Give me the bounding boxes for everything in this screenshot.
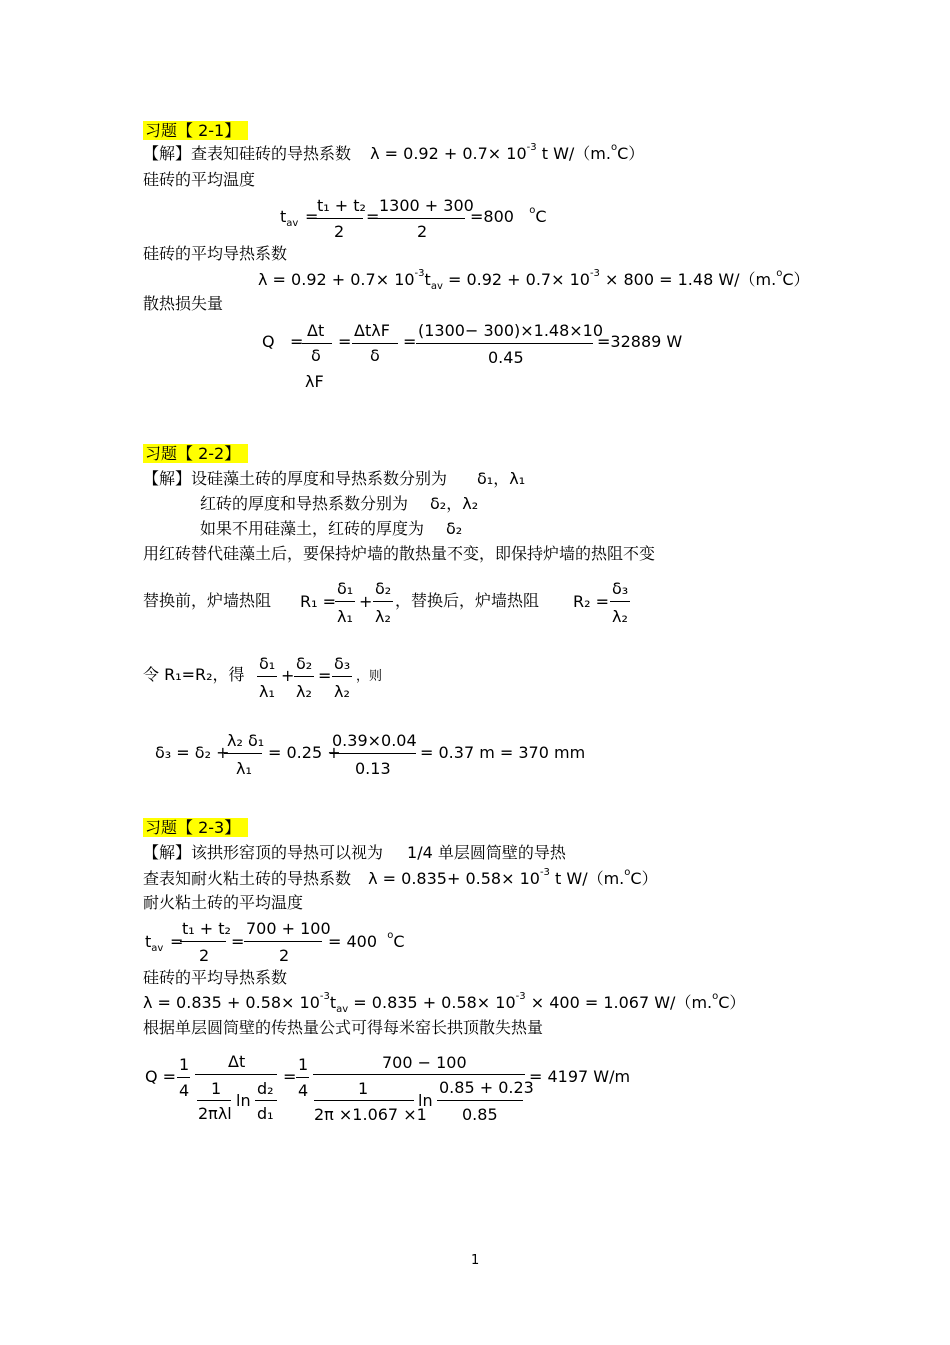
lambda-calc-line: $\lambda = 0.92 + 0.7\times 10^{-3}t_{av} = 0.92 + 0.7\times 10^{-3} \times 800 = 1.48$ W/（m.$^o$C） bbox=[258, 267, 810, 293]
no-diatomite-line: 如果不用硅藻土，红砖的厚度为 δ₂ bbox=[200, 519, 463, 538]
fraction-bar bbox=[255, 1100, 277, 1101]
solution-line: 【解】该拱形窑顶的导热可以视为 1/4 单层圆筒壁的导热 bbox=[143, 843, 566, 862]
tav-symbol: $t_{av}$ bbox=[145, 932, 164, 955]
four: 4 bbox=[298, 1081, 309, 1100]
delta1: δ₁ bbox=[259, 654, 276, 673]
avg-temp-label: 硅砖的平均温度 bbox=[143, 170, 256, 189]
after-label: ，替换后，炉墙热阻 bbox=[395, 591, 540, 610]
equals: = bbox=[318, 666, 332, 685]
heat-formula-label: 根据单层圆筒壁的传热量公式可得每米窑长拱顶散失热量 bbox=[143, 1018, 544, 1037]
fraction-bar bbox=[244, 941, 322, 942]
fraction-bar bbox=[315, 218, 363, 219]
solution-line: 【解】设硅藻土砖的厚度和导热系数分别为 δ₁，λ₁ bbox=[143, 469, 526, 488]
fraction-bar bbox=[335, 601, 355, 602]
tav-symbol: $t_{av}$ bbox=[280, 207, 299, 230]
one: 1 bbox=[298, 1055, 309, 1074]
q-symbol: Q bbox=[262, 332, 275, 351]
one: 1 bbox=[179, 1055, 190, 1074]
numerator: 0.39×0.04 bbox=[332, 731, 417, 750]
heat-loss-label: 散热损失量 bbox=[143, 294, 224, 313]
result-4197: = 4197 W/m bbox=[529, 1067, 631, 1086]
denominator: 0.13 bbox=[355, 759, 391, 778]
fraction-bar bbox=[257, 676, 277, 677]
fraction-bar bbox=[177, 1077, 190, 1078]
fraction-bar bbox=[302, 343, 332, 344]
before-label: 替换前，炉墙热阻 bbox=[143, 591, 272, 610]
q-numerator: (1300− 300)×1.48×10 bbox=[418, 321, 604, 340]
equals: = bbox=[338, 332, 352, 351]
equals: = bbox=[290, 332, 304, 351]
equals: = bbox=[366, 207, 380, 226]
lambda1: λ₁ bbox=[236, 759, 252, 778]
solution-line: 【解】查表知硅砖的导热系数 $\lambda = 0.92 + 0.7\times 10^{-3}$ t W/（m.$^o$C） bbox=[143, 141, 645, 163]
q-denominator: 0.45 bbox=[488, 348, 524, 367]
lambda1: λ₁ bbox=[337, 607, 353, 626]
replacement-line: 用红砖替代硅藻土后，要保持炉墙的散热量不变，即保持炉墙的热阻不变 bbox=[143, 544, 656, 563]
problem-title-2-1: 习题【 2-1】 bbox=[143, 121, 248, 140]
lambda-line: 查表知耐火粘土砖的导热系数 $\lambda = 0.835+ 0.58\times 10^{-3}$ t W/（m.$^o$C） bbox=[143, 866, 658, 888]
equals: = bbox=[283, 1067, 297, 1086]
problem-title-2-2: 习题【 2-2】 bbox=[143, 444, 248, 463]
delta2: δ₂ bbox=[375, 579, 392, 598]
equals: = bbox=[231, 932, 245, 951]
numerator-700: 700 − 100 bbox=[382, 1053, 467, 1072]
numerator: 700 + 100 bbox=[246, 919, 331, 938]
fraction-bar bbox=[416, 343, 593, 344]
delta-t: Δt bbox=[228, 1052, 246, 1071]
plus: + bbox=[281, 666, 295, 685]
delta2: δ₂ bbox=[296, 654, 313, 673]
avg-temp-label: 耐火粘土砖的平均温度 bbox=[143, 893, 304, 912]
denominator: 2 bbox=[334, 222, 345, 241]
fraction-bar bbox=[437, 1100, 523, 1101]
one: 1 bbox=[211, 1079, 222, 1098]
two-pi-lambda-l: 2πλl bbox=[198, 1104, 232, 1123]
let-r1-r2: 令 R₁=R₂，得 bbox=[143, 665, 245, 684]
delta3-eq: δ₃ = δ₂ + bbox=[155, 743, 230, 762]
q-result: =32889 W bbox=[597, 332, 683, 351]
ln-numerator: 0.85 + 0.23 bbox=[439, 1078, 534, 1097]
denominator: 2 bbox=[279, 946, 290, 965]
denominator: 2 bbox=[417, 222, 428, 241]
fraction-bar bbox=[610, 601, 630, 602]
problem-title-2-3: 习题【 2-3】 bbox=[143, 818, 248, 837]
avg-k-label: 硅砖的平均导热系数 bbox=[143, 244, 288, 263]
d2: d₂ bbox=[257, 1079, 274, 1098]
numerator-t1t2: t₁ + t₂ bbox=[317, 196, 366, 215]
fraction-bar bbox=[294, 676, 314, 677]
numerator: 1300 + 300 bbox=[379, 196, 474, 215]
fraction-bar bbox=[373, 601, 393, 602]
equals: = bbox=[170, 932, 184, 951]
delta3: δ₃ bbox=[612, 579, 629, 598]
denominator-delta: δ bbox=[370, 346, 380, 365]
fraction-bar bbox=[224, 753, 262, 754]
fraction-bar bbox=[330, 753, 416, 754]
lambda2: λ₂ bbox=[375, 607, 391, 626]
fraction-bar bbox=[296, 1077, 309, 1078]
q-symbol: Q = bbox=[145, 1067, 177, 1086]
ln: ln bbox=[418, 1091, 433, 1110]
plus: + bbox=[359, 592, 373, 611]
fraction-bar bbox=[195, 1074, 277, 1075]
r2-symbol: R₂ = bbox=[573, 592, 610, 611]
denominator-delta: δ bbox=[311, 346, 321, 365]
r1-symbol: R₁ = bbox=[300, 592, 337, 611]
equals: = bbox=[403, 332, 417, 351]
fraction-bar bbox=[377, 218, 465, 219]
delta3: δ₃ bbox=[334, 654, 351, 673]
lambda2-delta1: λ₂ δ₁ bbox=[227, 731, 265, 750]
result-400: = 400 $^o$C bbox=[328, 929, 405, 951]
one: 1 bbox=[358, 1079, 369, 1098]
lambda1: λ₁ bbox=[259, 682, 275, 701]
fraction-bar bbox=[314, 1100, 414, 1101]
d1: d₁ bbox=[257, 1104, 274, 1123]
fraction-bar bbox=[313, 1074, 525, 1075]
equals: = bbox=[305, 207, 319, 226]
ln-denominator: 0.85 bbox=[462, 1105, 498, 1124]
four: 4 bbox=[179, 1081, 190, 1100]
page-number: 1 bbox=[471, 1253, 480, 1268]
fraction-bar bbox=[180, 941, 226, 942]
lambda-f: λF bbox=[305, 372, 324, 391]
avg-k-label: 硅砖的平均导热系数 bbox=[143, 968, 288, 987]
result-800: =800 $^o$C bbox=[470, 204, 547, 226]
fraction-bar bbox=[197, 1100, 231, 1101]
result-370: = 0.37 m = 370 mm bbox=[420, 743, 586, 762]
mid-value: = 0.25 + bbox=[268, 743, 341, 762]
delta1: δ₁ bbox=[337, 579, 354, 598]
lambda2: λ₂ bbox=[612, 607, 628, 626]
lambda-calc-line: $\lambda = 0.835 + 0.58\times 10^{-3}t_{av} = 0.835 + 0.58\times 10^{-3} \times 400 = 1.067$ W/（m.$^o$C） bbox=[143, 990, 746, 1016]
numerator-t1t2: t₁ + t₂ bbox=[182, 919, 231, 938]
fraction-bar bbox=[332, 676, 352, 677]
then-label: ，则 bbox=[356, 669, 383, 684]
numerator-dt: Δt bbox=[307, 321, 325, 340]
ln: ln bbox=[236, 1091, 251, 1110]
fraction-bar bbox=[352, 343, 398, 344]
lambda2: λ₂ bbox=[296, 682, 312, 701]
red-brick-line: 红砖的厚度和导热系数分别为 δ₂，λ₂ bbox=[200, 494, 479, 513]
lambda2: λ₂ bbox=[334, 682, 350, 701]
denominator: 2 bbox=[199, 946, 210, 965]
two-pi-denominator: 2π ×1.067 ×1 bbox=[314, 1105, 427, 1124]
numerator-dtlamf: ΔtλF bbox=[354, 321, 390, 340]
